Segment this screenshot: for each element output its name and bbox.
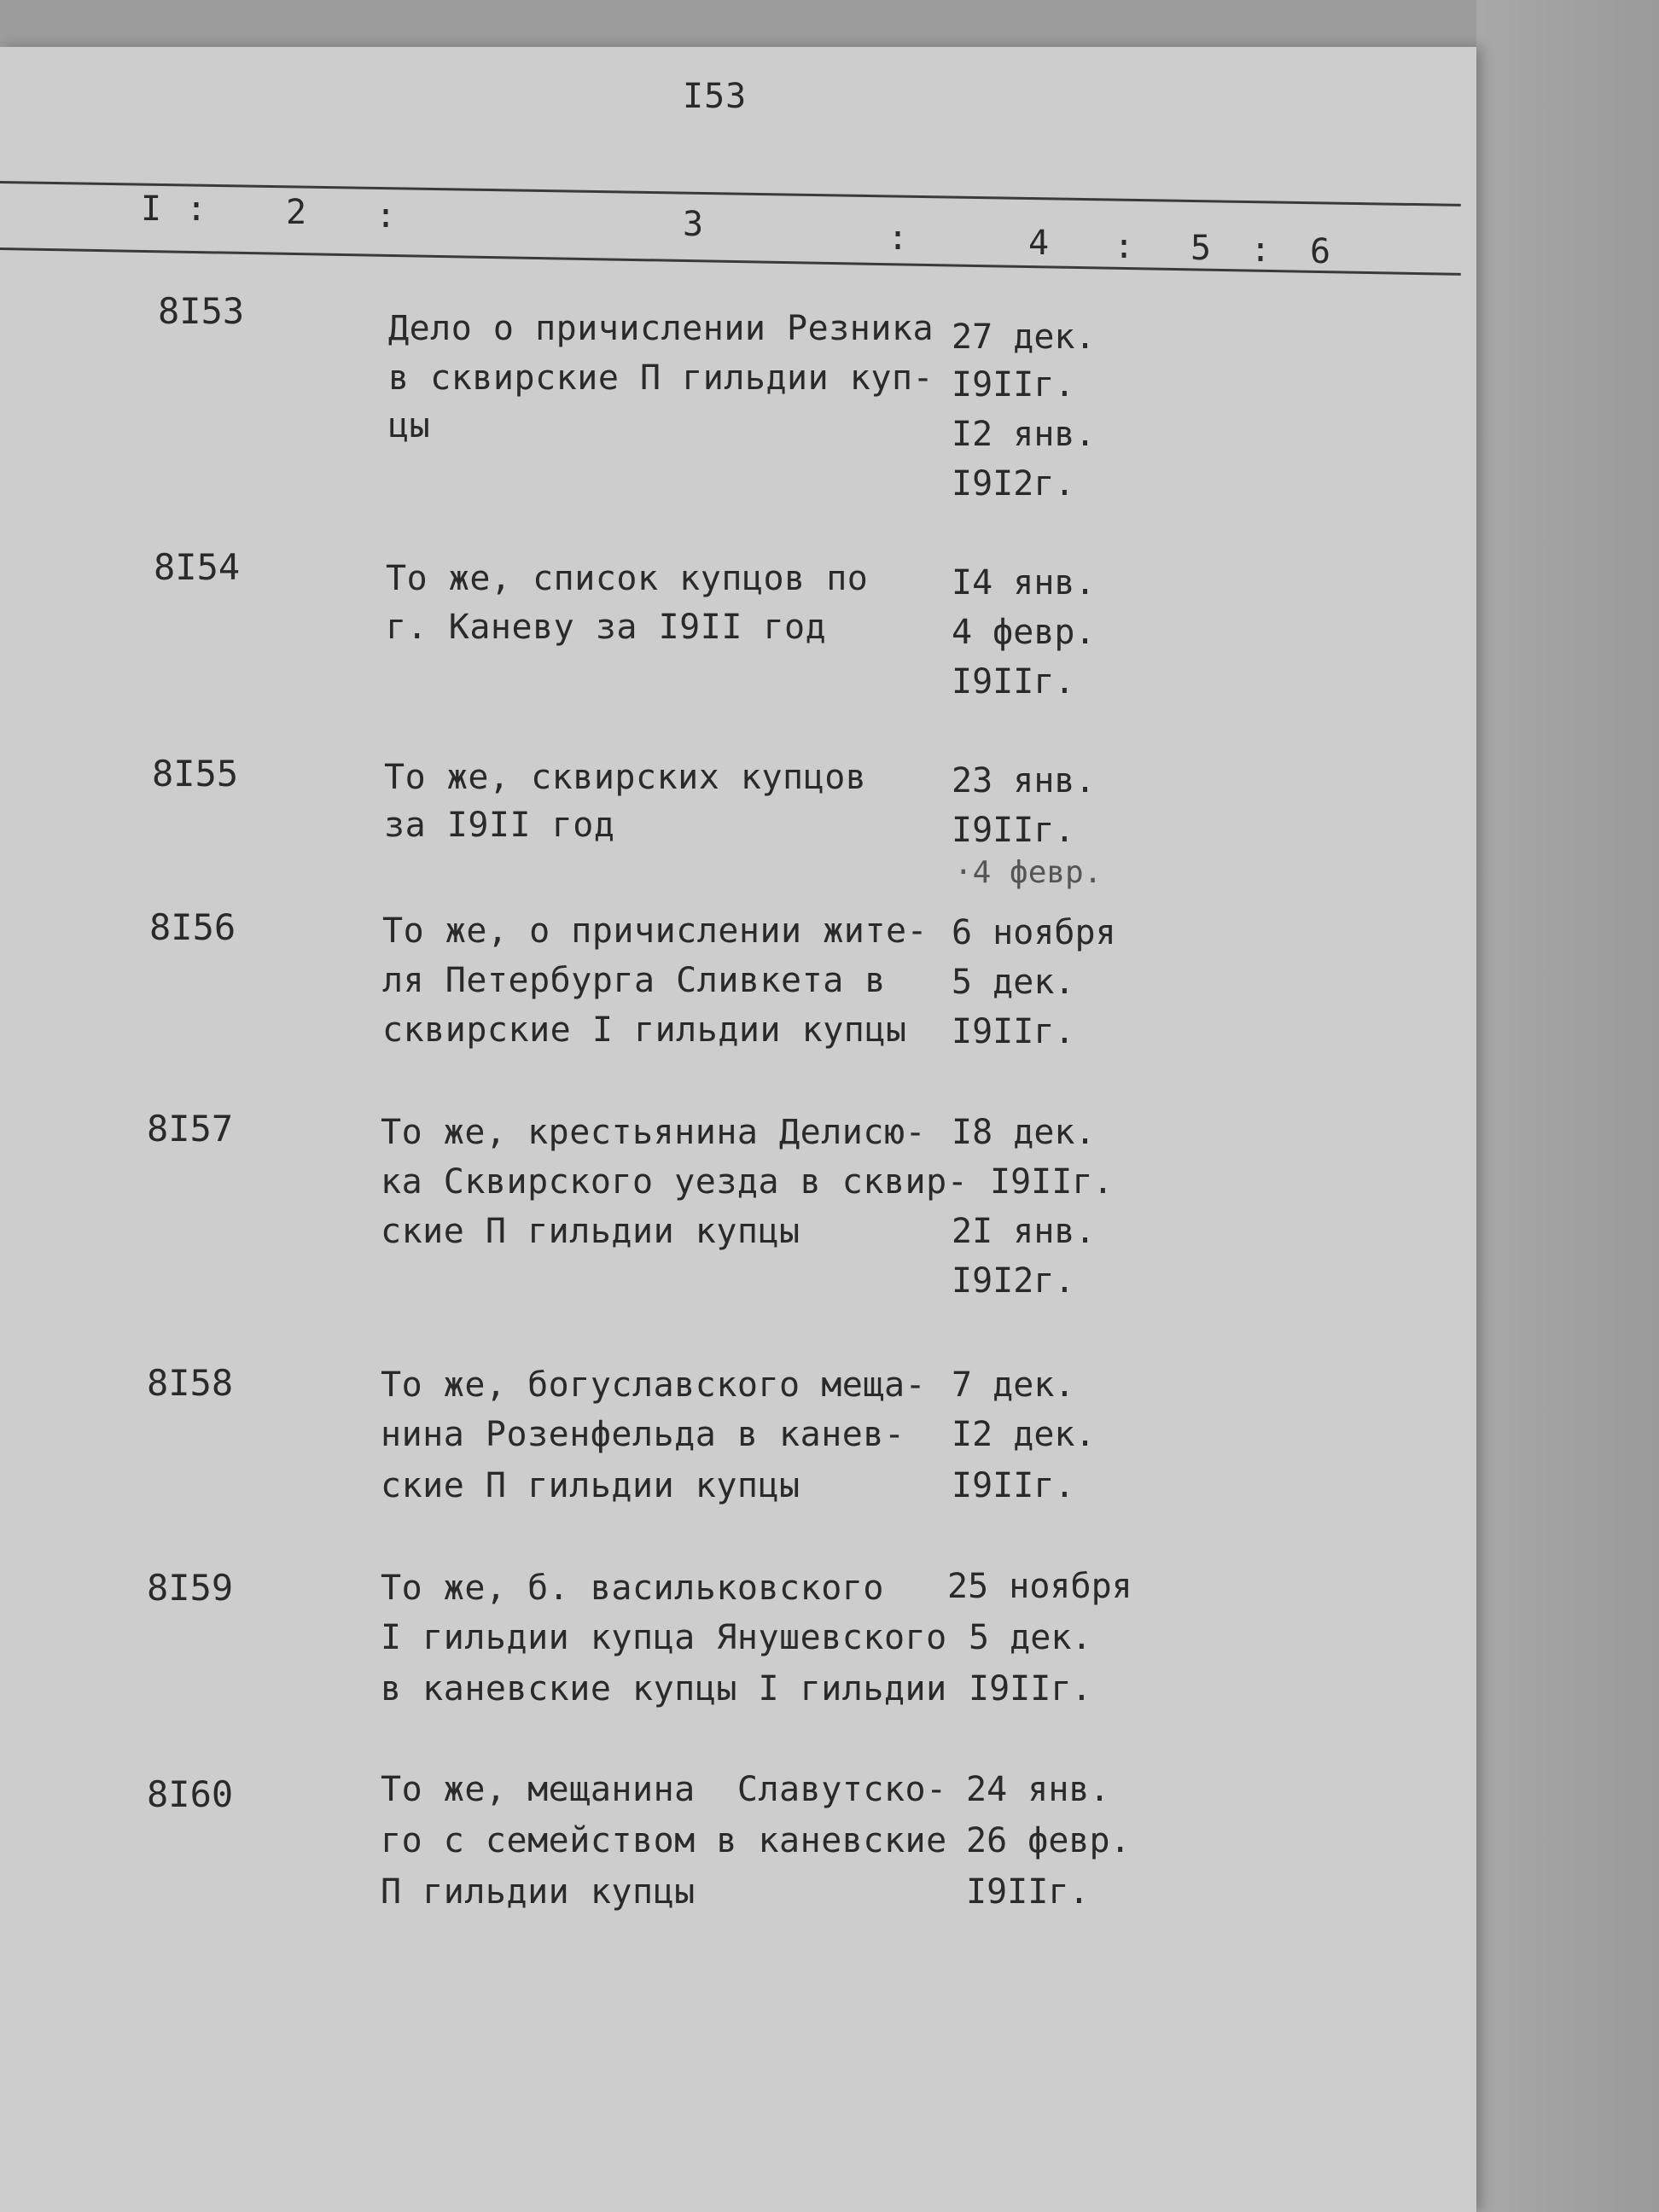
case-date: I9I2г. xyxy=(952,464,1075,504)
case-title-line: за I9II год xyxy=(384,806,615,845)
column-header-separator: : xyxy=(1250,230,1272,270)
page-number: I53 xyxy=(683,77,748,116)
case-date: 2I янв. xyxy=(952,1212,1096,1251)
column-header-separator: : xyxy=(1114,227,1135,266)
case-date: I4 янв. xyxy=(952,563,1096,602)
case-date: 24 янв. xyxy=(966,1770,1110,1809)
case-title-line: То же, мещанина Славутско- xyxy=(381,1770,947,1809)
column-header-3: 3 xyxy=(683,205,704,244)
case-date: I9IIг. xyxy=(952,662,1075,701)
case-date: 5 дек. xyxy=(952,963,1075,1002)
case-date: I9IIг. xyxy=(969,1669,1092,1708)
case-title-line: ские П гильдии купцы xyxy=(381,1212,800,1251)
case-title-line: Дело о причислении Резника xyxy=(388,309,934,348)
column-header-4: 4 xyxy=(1028,224,1050,263)
case-date: I9I2г. xyxy=(952,1261,1075,1301)
case-title-line: ля Петербурга Сливкета в xyxy=(382,961,886,1000)
column-header-separator: : xyxy=(888,218,909,258)
case-date: I9IIг. xyxy=(966,1872,1090,1912)
case-number: 8I58 xyxy=(147,1362,234,1404)
case-date: 7 дек. xyxy=(952,1365,1075,1405)
case-number: 8I57 xyxy=(147,1108,234,1150)
case-number: 8I59 xyxy=(147,1567,234,1609)
column-header-6: 6 xyxy=(1310,232,1331,271)
case-date: 5 дек. xyxy=(969,1618,1092,1657)
case-date: I2 дек. xyxy=(952,1415,1096,1454)
case-date: I9IIг. xyxy=(990,1162,1114,1202)
case-date: I2 янв. xyxy=(952,415,1096,454)
case-title-line: П гильдии купцы xyxy=(381,1872,696,1912)
page-edge-background xyxy=(1476,0,1659,2212)
case-date: 4 февр. xyxy=(952,613,1096,652)
case-date: 27 дек. xyxy=(952,317,1096,357)
case-date: I9IIг. xyxy=(952,1012,1075,1051)
case-title-line: в каневские купцы I гильдии xyxy=(381,1669,947,1708)
case-title-line: I гильдии купца Янушевского xyxy=(381,1618,947,1657)
case-date: I9IIг. xyxy=(952,365,1075,405)
case-date: 26 февр. xyxy=(966,1821,1131,1860)
case-title-line: То же, сквирских купцов xyxy=(384,758,867,797)
case-title-line: То же, крестьянина Делисю- xyxy=(381,1113,927,1152)
column-header-separator: : xyxy=(186,189,207,229)
case-title-line: ские П гильдии купцы xyxy=(381,1466,800,1505)
case-title-line: То же, список купцов по xyxy=(386,559,869,598)
case-number: 8I54 xyxy=(154,546,241,588)
case-date: I8 дек. xyxy=(952,1113,1096,1152)
case-date: 23 янв. xyxy=(952,761,1096,800)
case-title-line: То же, о причислении жите- xyxy=(382,911,928,951)
case-date: 25 ноября xyxy=(947,1567,1132,1606)
case-date: I9IIг. xyxy=(952,1466,1075,1505)
case-title-line: ка Сквирского уезда в сквир- xyxy=(381,1162,969,1202)
column-header-5: 5 xyxy=(1190,229,1212,268)
case-date: I9IIг. xyxy=(952,811,1075,850)
case-title-line: То же, б. васильковского xyxy=(381,1569,884,1608)
case-date: 6 ноября xyxy=(952,913,1116,952)
case-number: 8I55 xyxy=(152,753,239,795)
case-title-line: го с семейством в каневские xyxy=(381,1821,947,1860)
case-title-line: нина Розенфельда в канев- xyxy=(381,1415,905,1454)
case-title-line: То же, богуславского меща- xyxy=(381,1365,927,1405)
case-title-line: сквирские I гильдии купцы xyxy=(382,1010,907,1050)
case-number: 8I53 xyxy=(158,290,245,332)
case-number: 8I60 xyxy=(147,1773,234,1815)
column-header-2: 2 xyxy=(286,193,307,232)
case-title-line: г. Каневу за I9II год xyxy=(386,608,827,647)
case-title-line: цы xyxy=(388,406,431,445)
case-date: ·4 февр. xyxy=(954,855,1103,890)
case-number: 8I56 xyxy=(149,906,236,948)
case-title-line: в сквирские П гильдии куп- xyxy=(388,358,934,398)
column-header-1: I xyxy=(141,189,162,229)
column-header-separator: : xyxy=(375,196,397,236)
